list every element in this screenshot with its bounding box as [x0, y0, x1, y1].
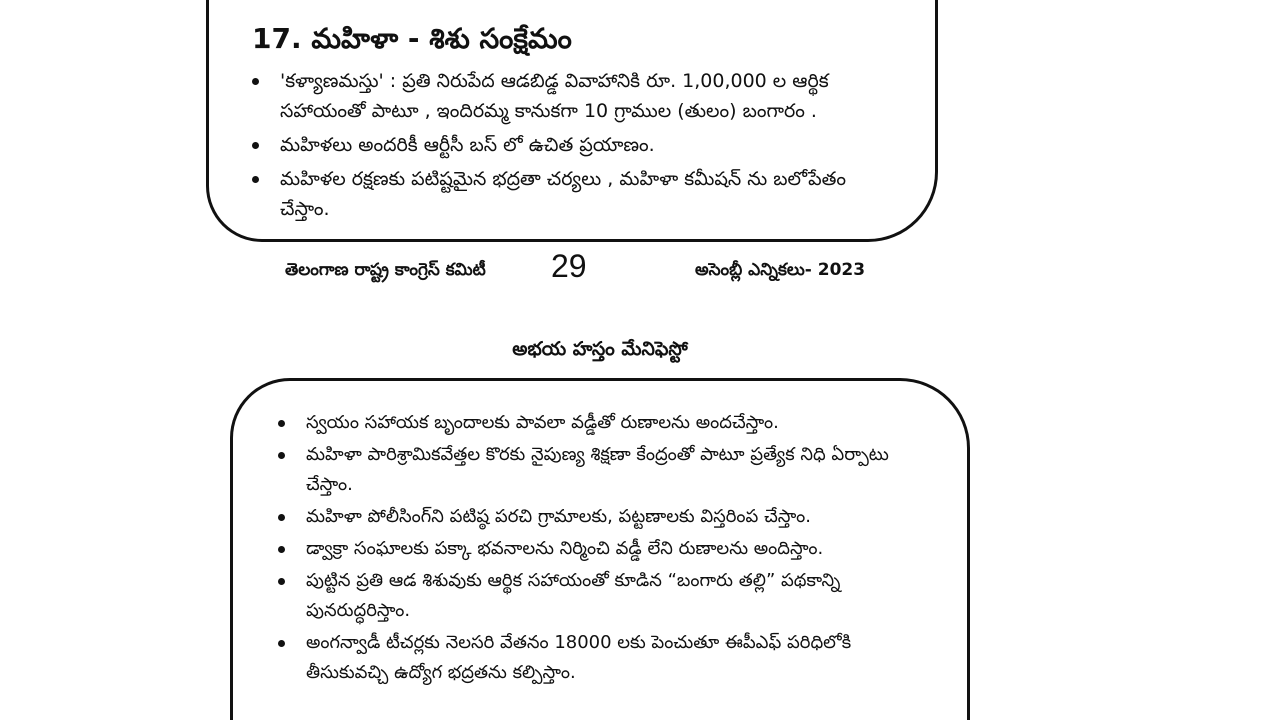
bullet-dot-icon	[252, 78, 259, 85]
list-item	[252, 66, 892, 126]
list-item-text: స్వయం సహాయక బృందాలకు పావలా వడ్డీతో రుణాలను అందచేస్తాం.	[306, 412, 779, 433]
section-title: 17. మహిళా - శిశు సంక్షేమం	[252, 22, 572, 55]
bullet-dot-icon	[278, 546, 285, 553]
document-heading: అభయ హస్తం మేనిఫెస్టో	[512, 338, 688, 360]
list-item	[278, 440, 928, 500]
list-item-text: మహిళలు అందరికీ ఆర్టీసీ బస్ లో ఉచిత ప్రయాణం.	[280, 134, 655, 156]
list-item	[278, 408, 928, 438]
welfare-bullet-list	[252, 66, 892, 228]
list-item	[278, 566, 928, 626]
list-item-text: మహిళల రక్షణకు పటిష్టమైన భద్రతా చర్యలు , మహిళా కమీషన్ ను బలోపేతం చేస్తాం.	[280, 168, 847, 220]
bullet-dot-icon	[278, 420, 285, 427]
bullet-dot-icon	[278, 514, 285, 521]
page-number: 29	[551, 248, 587, 284]
list-item-text: మహిళా పారిశ్రామికవేత్తల కొరకు నైపుణ్య శిక్షణా కేంద్రంతో పాటూ ప్రత్యేక నిధి ఏర్పాటు చేస్తాం.	[306, 444, 889, 495]
footer-election-label: అసెంబ్లీ ఎన్నికలు- 2023	[695, 260, 866, 280]
list-item	[252, 164, 892, 224]
footer-committee-name: తెలంగాణ రాష్ట్ర కాంగ్రెస్ కమిటీ	[285, 260, 486, 280]
list-item-text: మహిళా పోలీసింగ్‌ని పటిష్ఠ పరచి గ్రామాలకు, పట్టణాలకు విస్తరింప చేస్తాం.	[306, 506, 811, 527]
list-item	[278, 502, 928, 532]
list-item-text: డ్వాక్రా సంఘాలకు పక్కా భవనాలను నిర్మించి వడ్డీ లేని రుణాలను అందిస్తాం.	[306, 538, 824, 559]
manifesto-bullet-list	[278, 408, 928, 690]
list-item-text: 'కళ్యాణమస్తు' : ప్రతి నిరుపేద ఆడబిడ్డ వివాహానికి రూ. 1,00,000 ల ఆర్థిక సహాయంతో పాటూ , ఇందిరమ్మ కానుకగా 10 గ్రాముల (తులం) బంగారం .	[280, 70, 829, 122]
bullet-dot-icon	[278, 640, 285, 647]
page-footer	[0, 248, 1280, 288]
bullet-dot-icon	[252, 142, 259, 149]
list-item	[278, 628, 928, 688]
list-item-text: అంగన్వాడీ టీచర్లకు నెలసరి వేతనం 18000 లకు పెంచుతూ ఈపీఎఫ్ పరిధిలోకి తీసుకువచ్చి ఉద్యోగ భద్రతను కల్పిస్తాం.	[306, 632, 852, 683]
list-item	[278, 534, 928, 564]
bullet-dot-icon	[278, 578, 285, 585]
list-item	[252, 130, 892, 160]
bullet-dot-icon	[252, 176, 259, 183]
list-item-text: పుట్టిన ప్రతి ఆడ శిశువుకు ఆర్థిక సహాయంతో కూడిన “బంగారు తల్లి” పథకాన్ని పునరుద్ధరిస్తాం.	[306, 570, 841, 621]
bullet-dot-icon	[278, 452, 285, 459]
